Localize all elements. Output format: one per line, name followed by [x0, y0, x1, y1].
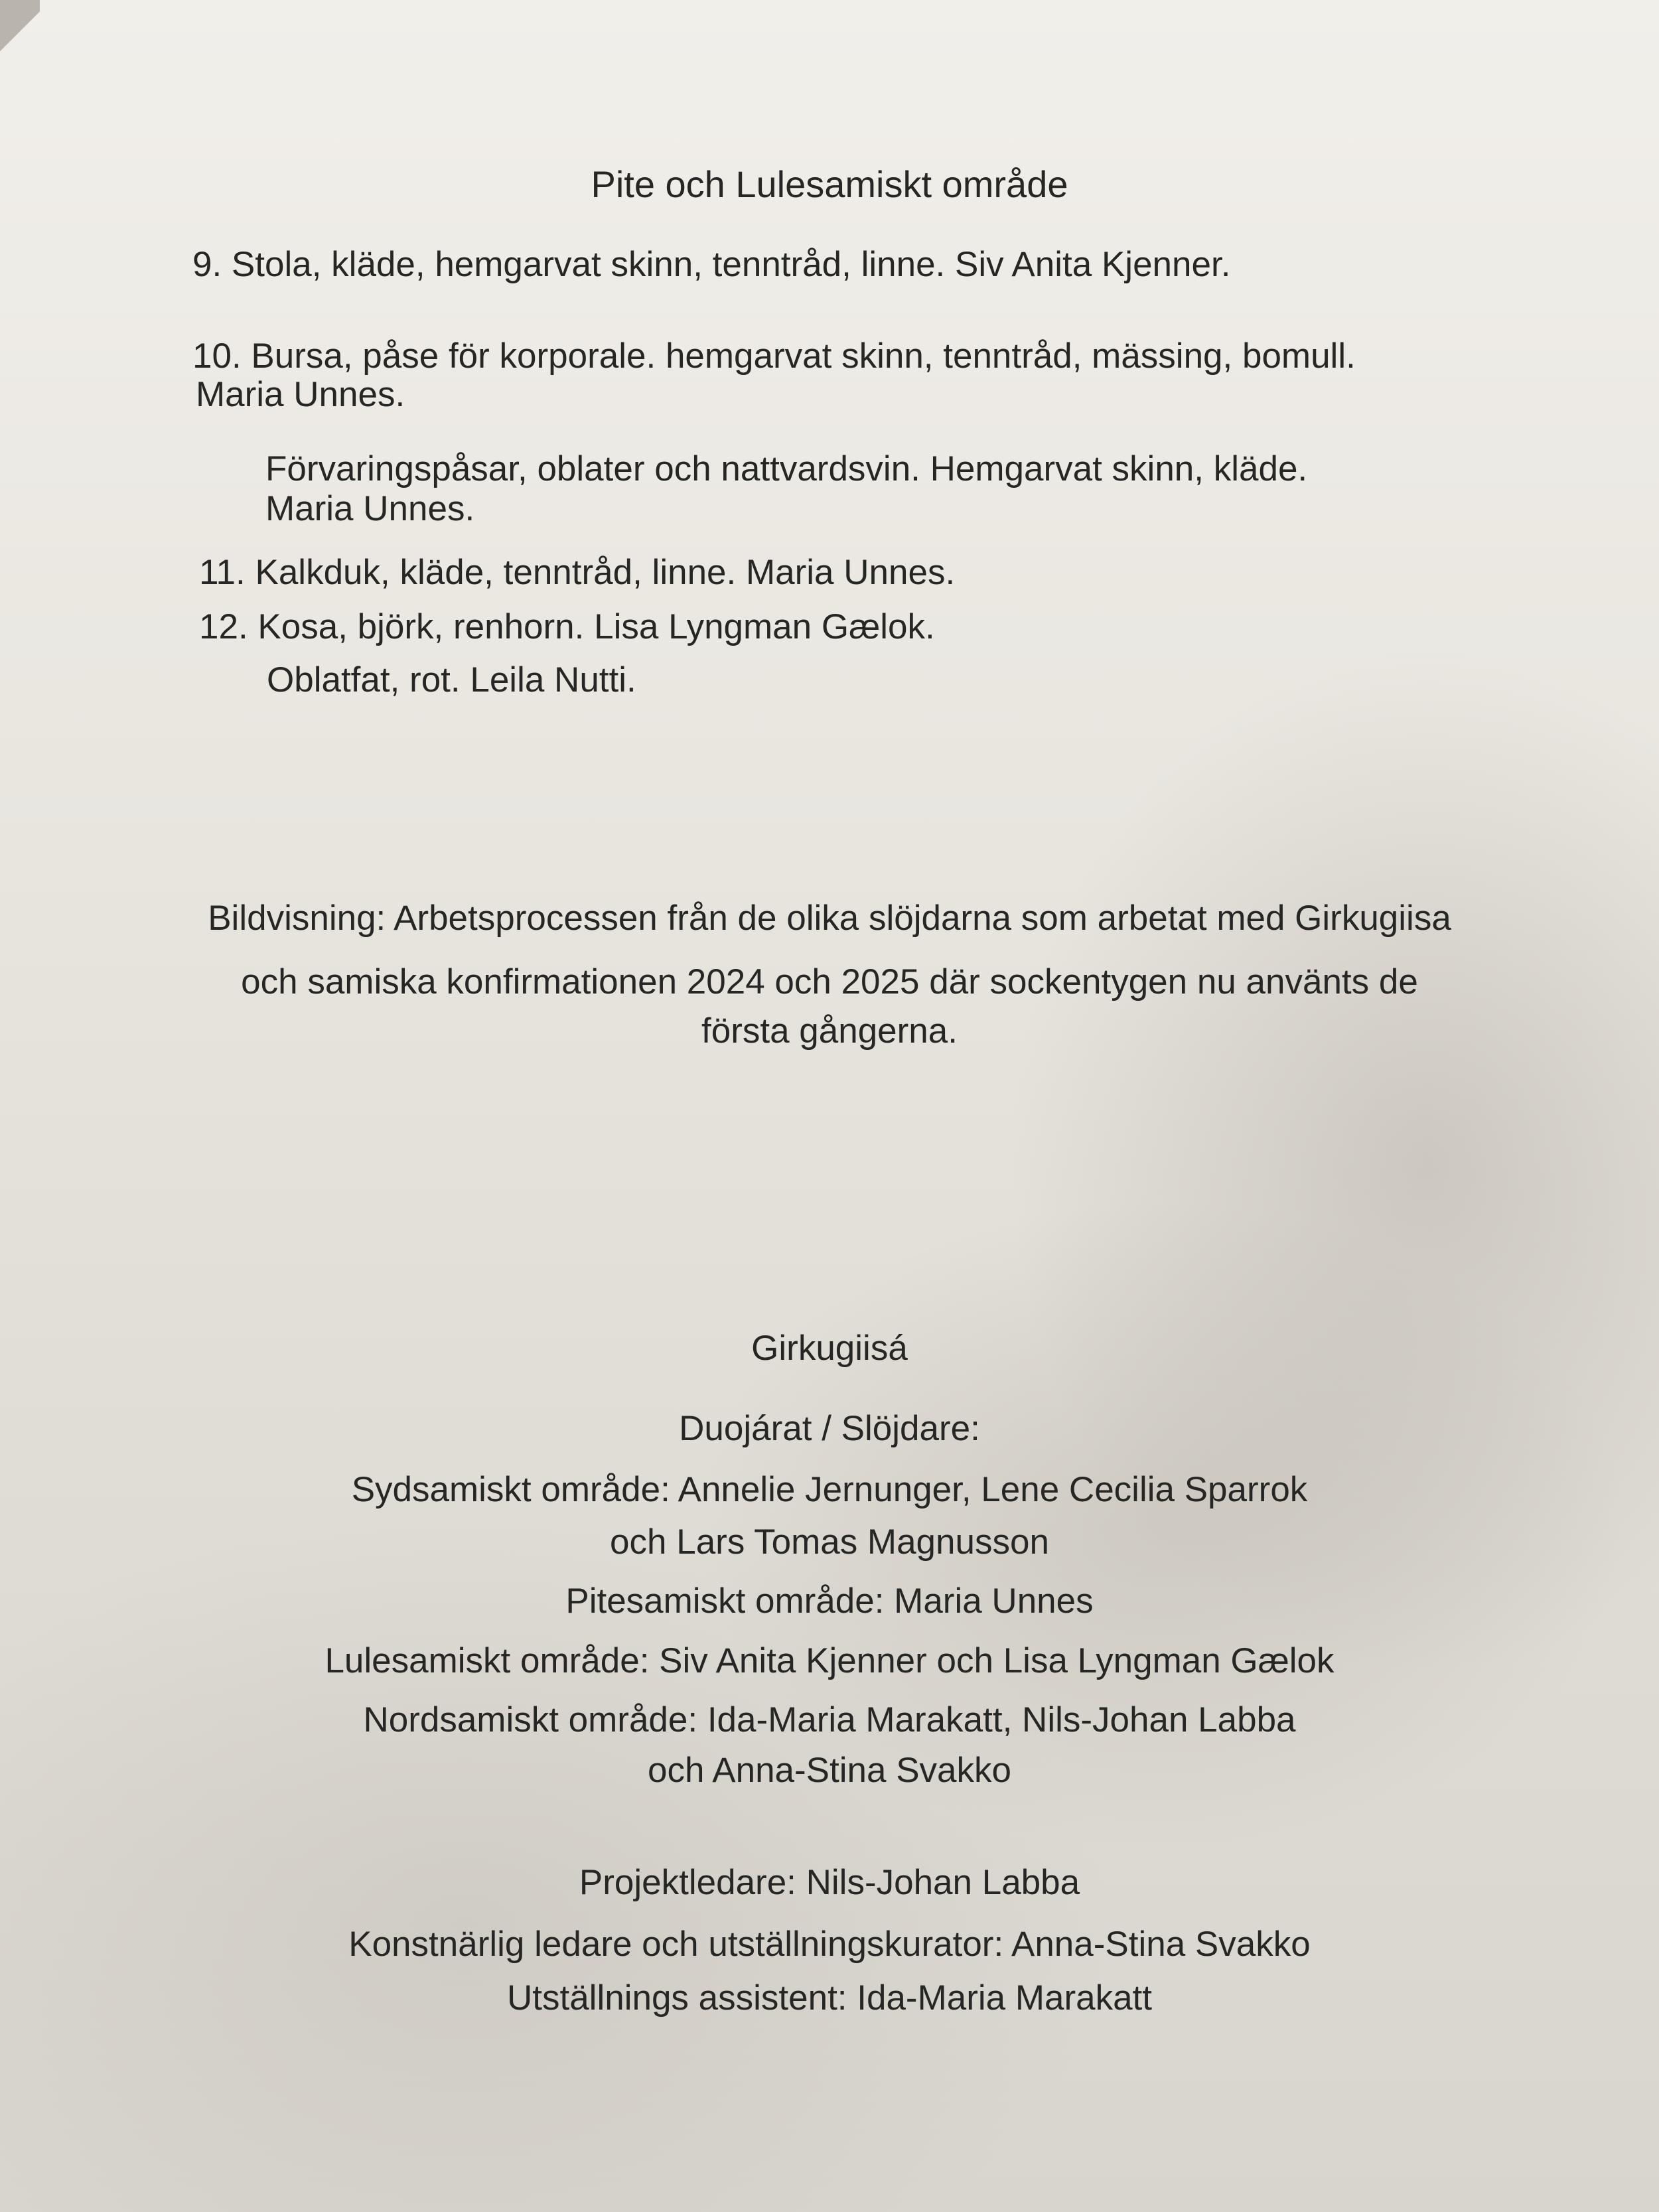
credits-subtitle: Duojárat / Slöjdare: [679, 1409, 980, 1448]
project-leader: Projektledare: Nils-Johan Labba [579, 1863, 1080, 1902]
section-heading: Pite och Lulesamiskt område [591, 163, 1068, 205]
item-9: 9. Stola, kläde, hemgarvat skinn, tenntråd, linne. Siv Anita Kjenner. [192, 245, 1231, 284]
item-12-sub: Oblatfat, rot. Leila Nutti. [267, 660, 636, 700]
credits-line-lulesamiskt: Lulesamiskt område: Siv Anita Kjenner och Lisa Lyngman Gælok [325, 1641, 1334, 1680]
credits-line-nordsamiskt-cont: och Anna-Stina Svakko [647, 1751, 1011, 1790]
bildvisning-line-2: och samiska konfirmationen 2024 och 2025 där sockentygen nu använts de [241, 962, 1418, 1001]
exhibition-assistant: Utställnings assistent: Ida-Maria Marakatt [506, 1978, 1153, 2018]
credits-line-sydsamiskt: Sydsamiskt område: Annelie Jernunger, Lene Cecilia Sparrok [351, 1470, 1308, 1509]
credits-title: Girkugiisá [751, 1329, 908, 1368]
item-12: 12. Kosa, björk, renhorn. Lisa Lyngman Gælok. [199, 607, 935, 646]
item-10: 10. Bursa, påse för korporale. hemgarvat skinn, tenntråd, mässing, bomull. [192, 336, 1356, 376]
item-10-sub: Förvaringspåsar, oblater och nattvardsvin. Hemgarvat skinn, kläde. [265, 449, 1308, 488]
credits-line-pitesamiskt: Pitesamiskt område: Maria Unnes [565, 1582, 1094, 1621]
credits-line-nordsamiskt: Nordsamiskt område: Ida-Maria Marakatt, Nils-Johan Labba [363, 1700, 1296, 1739]
item-10-maker: Maria Unnes. [196, 375, 405, 414]
credits-line-sydsamiskt-cont: och Lars Tomas Magnusson [610, 1522, 1049, 1562]
bildvisning-line-3: första gångerna. [701, 1011, 958, 1051]
item-11: 11. Kalkduk, kläde, tenntråd, linne. Maria Unnes. [199, 553, 956, 592]
artistic-leader: Konstnärlig ledare och utställningskurator: Anna-Stina Svakko [348, 1925, 1311, 1964]
item-10-sub-maker: Maria Unnes. [265, 489, 475, 528]
page-corner-fold [0, 0, 40, 73]
bildvisning-line-1: Bildvisning: Arbetsprocessen från de olika slöjdarna som arbetat med Girkugiisa [208, 899, 1451, 938]
